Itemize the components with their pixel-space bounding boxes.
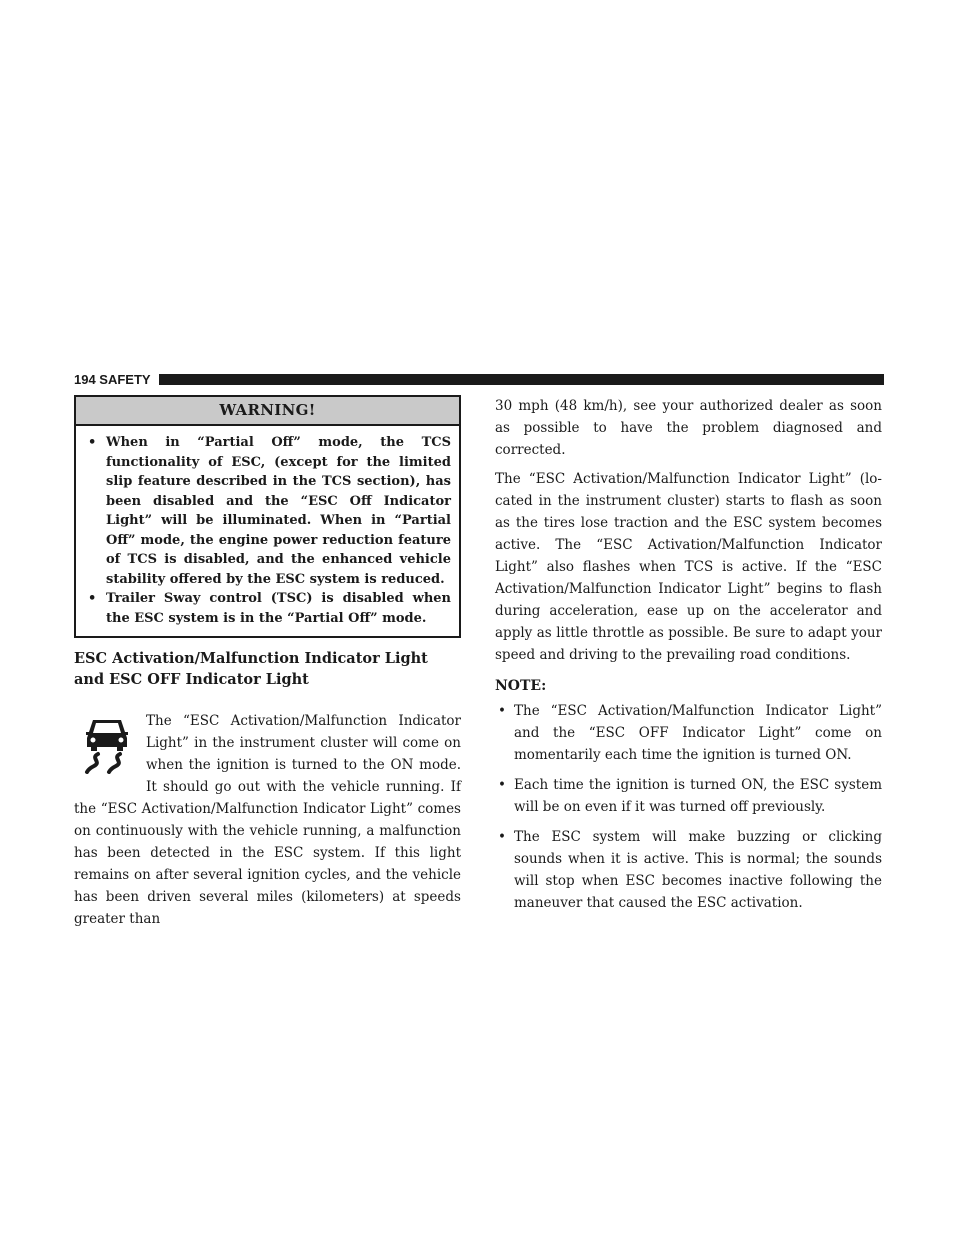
note-list — [495, 700, 882, 914]
bullet-icon: • — [498, 777, 506, 793]
warning-title: WARNING! — [76, 397, 459, 426]
warning-item: • When in “Partial Off” mode, the TCS functionality of ESC, (except for the limited slip feature described in the TCS section), has been disabled and the “ESC Off Indicator Light” will be illuminated. When in “Partial Off” mode, the engine power reduction feature of TCS is disabled, and the enhanced vehicle stability offered by the ESC system is reduced. — [88, 435, 451, 587]
page-number-section: 194 SAFETY — [74, 371, 151, 387]
note-title: NOTE: — [495, 678, 547, 694]
bullet-icon: • — [88, 591, 97, 606]
indicator-text-continued: 30 mph (48 km/h), see your authorized dealer as soon as possible to have the problem diagnosed and corrected. — [495, 398, 882, 458]
indicator-paragraph — [74, 710, 461, 930]
page-header — [74, 370, 884, 388]
header-rule — [159, 374, 884, 385]
note-item: • The “ESC Activation/Malfunction Indicator Light” and the “ESC OFF Indicator Light” come on momentarily each time the ignition is turned ON. — [495, 700, 882, 766]
note-item: • Each time the ignition is turned ON, the ESC system will be on even if it was turned off previously. — [495, 774, 882, 818]
bullet-icon: • — [498, 829, 506, 845]
left-column — [74, 395, 461, 930]
bullet-icon: • — [498, 703, 506, 719]
esc-skid-icon — [74, 714, 140, 784]
warning-list — [76, 426, 459, 636]
warning-item: • Trailer Sway control (TSC) is disabled when the ESC system is in the “Partial Off” mode. — [88, 591, 451, 626]
flash-paragraph: The “ESC Activation/Malfunction Indicator Light” (lo-cated in the instrument cluster) starts to flash as soon as the tires lose traction and the ESC system becomes active. The “ESC Activation/Malfunction Indicator Light” also flashes when TCS is active. If the “ESC Activation/Malfunction Indicator Light” begins to flash during acceleration, ease up on the accelerator and apply as little throttle as possible. Be sure to adapt your speed and driving to the prevailing road conditions. — [495, 471, 882, 663]
indicator-text: The “ESC Activation/Malfunction Indicator Light” in the instrument cluster will come on when the ignition is turned to the ON mode. It should go out with the vehicle running. If the “ESC Activation/Malfunction Indicator Light” comes on continuously with the vehicle running, a malfunction has been detected in the ESC system. If this light remains on after several ignition cycles, and the vehicle has been driven several miles (kilometers) at speeds greater than — [74, 713, 461, 927]
note-item: • The ESC system will make buzzing or clicking sounds when it is active. This is normal; the sounds will stop when ESC becomes inactive following the maneuver that caused the ESC activation. — [495, 826, 882, 914]
section-heading: ESC Activation/Malfunction Indicator Light and ESC OFF Indicator Light — [74, 650, 428, 688]
warning-box — [74, 395, 461, 638]
right-column — [495, 395, 882, 922]
bullet-icon: • — [88, 435, 97, 450]
